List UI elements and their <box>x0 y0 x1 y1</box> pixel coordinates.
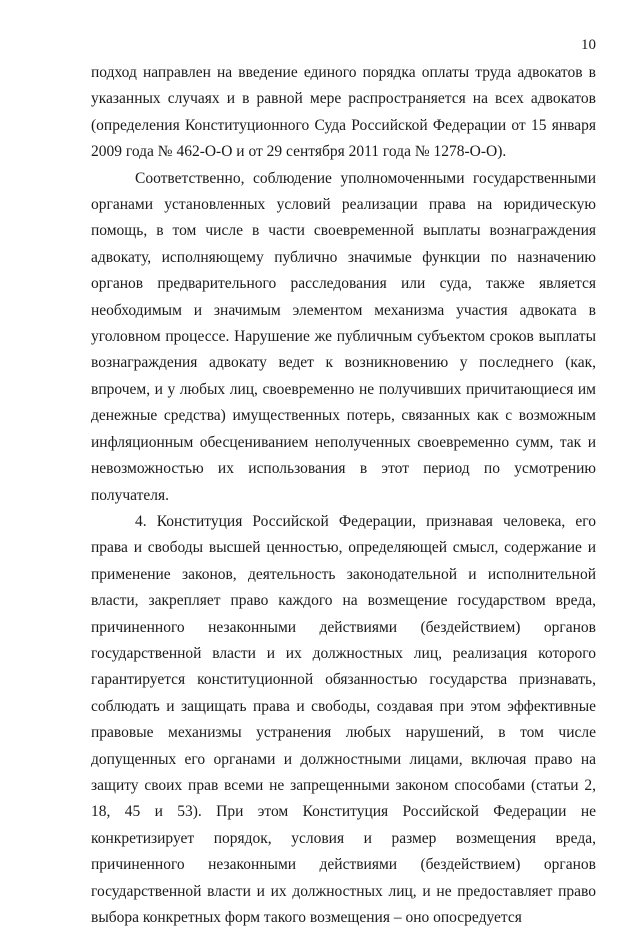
paragraph-consequently: Соответственно, соблюдение уполномоченными государственными органами установленных условий реализации права на юридическую помощь, в том числе в части своевременной выплаты вознаграждения адвокату, исполняющему публично значимые функции по назначению органов предварительного расследования или суда, также является необходимым и значимым элементом механизма участия адвоката в уголовном процессе. Нарушение же публичным субъектом сроков выплаты вознаграждения адвокату ведет к возникновению у последнего (как, впрочем, и у любых лиц, своевременно не получивших причитающиеся им денежные средства) имущественных потерь, связанных как с возможным инфляционным обесцениванием неполученных своевременно сумм, так и невозможностью их использования в этот период по усмотрению получателя. <box>91 169 596 504</box>
page-number: 10 <box>581 37 596 53</box>
paragraph-section-4: 4. Конституция Российской Федерации, признавая человека, его права и свободы высшей ценностью, определяющей смысл, содержание и применение законов, деятельность законодательной и исполнительной власти, закрепляет право каждого на возмещение государством вреда, причиненного незаконными действиями (бездействием) органов государственной власти и их должностных лиц, реализация которого гарантируется конституционной обязанностью государства признавать, соблюдать и защищать права и свободы, создавая при этом эффективные правовые механизмы устранения любых нарушений, в том числе допущенных его органами и должностными лицами, включая право на защиту своих прав всеми не запрещенными законом способами (статьи 2, 18, 45 и 53). При этом Конституция Российской Федерации не конкретизирует порядок, условия и размер возмещения вреда, причиненного незаконными действиями (бездействием) органов государственной власти и их должностных лиц, и не предоставляет право выбора конкретных форм такого возмещения – оно опосредуется <box>91 512 596 926</box>
paragraph-continuation: подход направлен на введение единого порядка оплаты труда адвокатов в указанных случаях и в равной мере распространяется на всех адвокатов (определения Конституционного Суда Российской Федерации от 15 января 2009 года № 462-О-О и от 29 сентября 2011 года № 1278-О-О). <box>91 64 596 161</box>
document-body <box>91 60 596 931</box>
